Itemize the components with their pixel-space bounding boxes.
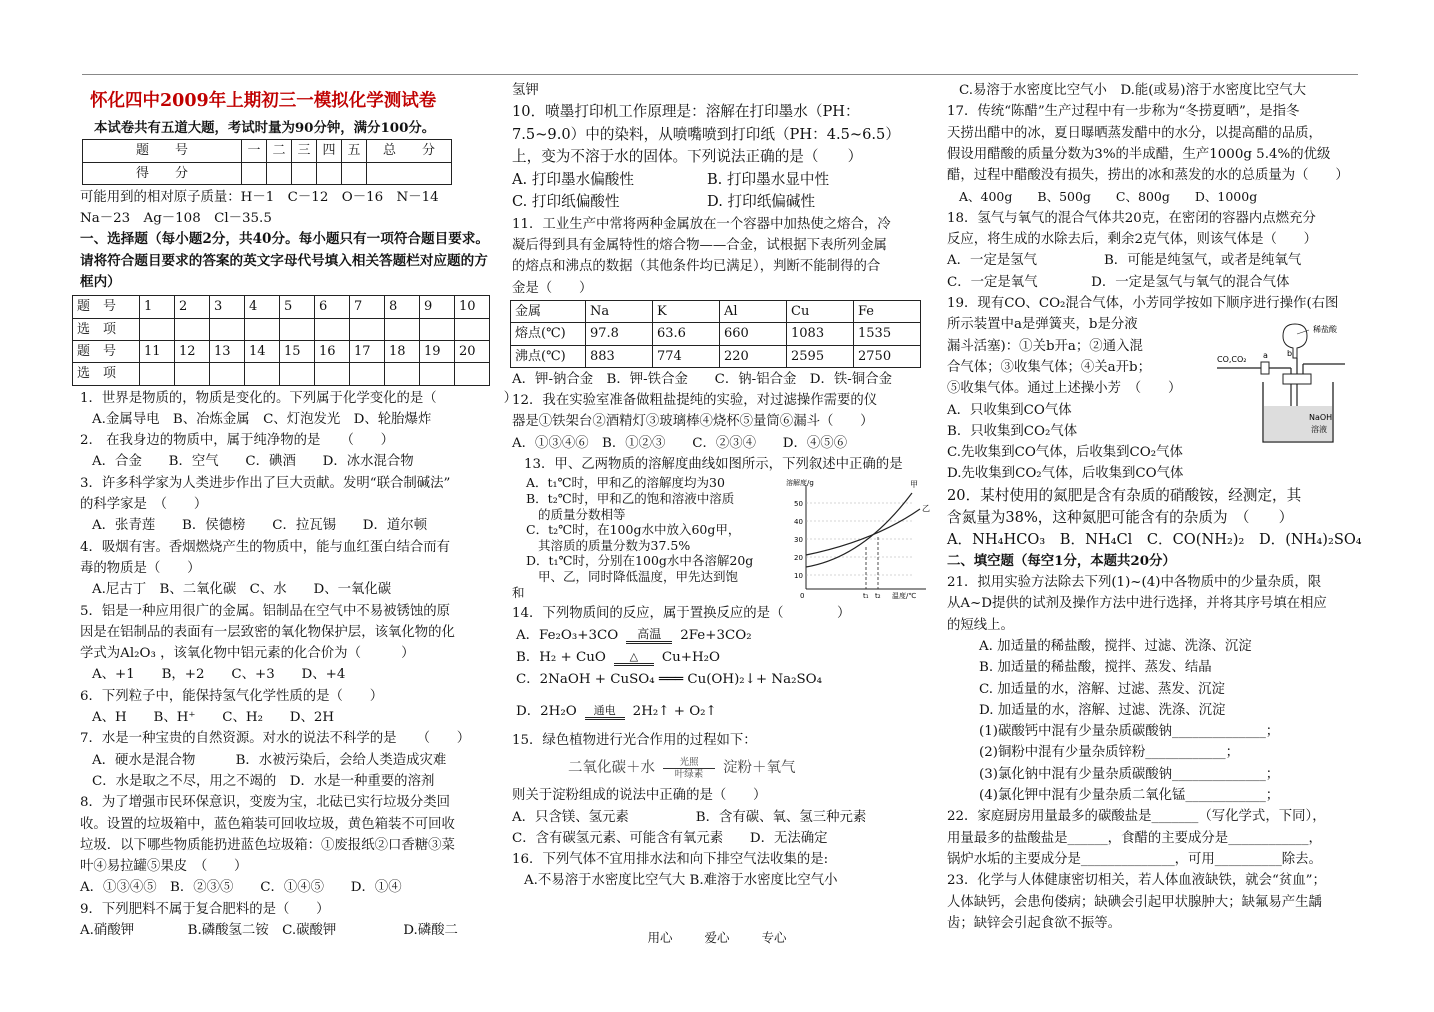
atomic-mass-line: Na－23 Ag－108 Cl－35.5 bbox=[80, 211, 272, 227]
grid-num: 14 bbox=[245, 340, 280, 362]
metal-cell: 883 bbox=[586, 345, 653, 367]
question-line: 8．为了增强市民环保意识，变废为宝，北砝已实行垃圾分类回 bbox=[80, 795, 451, 811]
option-line: D.先收集到CO₂气体，后收集到CO气体 bbox=[947, 466, 1184, 482]
q14-option-b bbox=[512, 647, 930, 669]
solution-fill bbox=[1264, 406, 1332, 441]
option-line: A.硝酸钾 B.磷酸氢二铵 C.碳酸钾 D.磷酸二 bbox=[80, 922, 458, 938]
metal-cell: 774 bbox=[653, 345, 720, 367]
metal-cell: 63.6 bbox=[653, 323, 720, 345]
y-tick: 20 bbox=[794, 554, 803, 563]
question-line: 12．我在实验室准备做粗盐提纯的实验，对过滤操作需要的仪 bbox=[512, 393, 878, 409]
question-line: 17．传统“陈醋”生产过程中有一步称为“冬捞夏晒”，是指冬 bbox=[947, 104, 1300, 120]
question-line: 人体缺钙，会患佝偻病；缺碘会引起甲状腺肿大；缺氟易产生龋 bbox=[947, 894, 1322, 910]
metal-cell: 金属 bbox=[511, 300, 586, 322]
grid-num: 10 bbox=[455, 296, 490, 318]
grid-num: 19 bbox=[420, 340, 455, 362]
metal-cell: 220 bbox=[720, 345, 787, 367]
option-line: A.不易溶于水密度比空气大 B.难溶于水密度比空气小 bbox=[524, 873, 838, 889]
page-title: 怀化四中2009年上期初三一模拟化学测试卷 bbox=[90, 91, 437, 111]
question-line: 9．下列肥料不属于复合肥料的是（ ） bbox=[80, 901, 330, 917]
fill-blank-line[interactable]: (3)氯化钠中混有少量杂质碳酸钠______________； bbox=[979, 766, 1280, 782]
score-input-cell[interactable] bbox=[367, 162, 452, 184]
curve-label: 甲 bbox=[910, 480, 918, 490]
question-line: 假设用醋酸的质量分数为3%的半成醋，生产1000g 5.4%的优级 bbox=[947, 146, 1331, 162]
question-line: 金是（ ） bbox=[512, 280, 593, 296]
grid-num: 6 bbox=[315, 296, 350, 318]
fill-blank-line[interactable]: 用量最多的盐酸盐是______，食醋的主要成分是____________， bbox=[947, 830, 1322, 846]
metal-cell: K bbox=[653, 300, 720, 322]
grid-num: 17 bbox=[350, 340, 385, 362]
answer-box[interactable] bbox=[140, 318, 175, 340]
question-line: 反应，将生成的水除去后，剩余2克气体，则该气体是（ ） bbox=[947, 232, 1318, 248]
x-axis-label: 温度/℃ bbox=[892, 592, 917, 601]
page-footer bbox=[0, 928, 1434, 946]
question-line: 19．现有CO、CO₂混合气体，小芳同学按如下顺序进行操作(右图 bbox=[947, 295, 1339, 311]
option-line: A．张青莲 B．侯德榜 C．拉瓦锡 D．道尔顿 bbox=[92, 518, 428, 534]
products: Cu+H₂O bbox=[661, 650, 720, 665]
footer-word: 专心 bbox=[761, 930, 787, 945]
answer-box[interactable] bbox=[385, 363, 420, 385]
question-line: 7.5~9.0）中的染料，从喷嘴喷到打印纸（PH：4.5~6.5） bbox=[512, 125, 900, 143]
question-line: 14．下列物质间的反应，属于置换反应的是（ ） bbox=[512, 606, 851, 622]
option-line: A．一定是氢气 B．可能是纯氢气，或者是纯氧气 bbox=[947, 253, 1302, 269]
answer-box[interactable] bbox=[210, 318, 245, 340]
metal-cell: 1083 bbox=[787, 323, 854, 345]
answer-box[interactable] bbox=[280, 363, 315, 385]
question-line: 5．铝是一种应用很广的金属。铝制品在空气中不易被锈蚀的原 bbox=[80, 603, 451, 619]
option-line: C．t₂℃时，在100g水中放入60g甲， bbox=[526, 522, 741, 538]
label-gas: CO,CO₂ bbox=[1217, 354, 1247, 364]
x-tick: t₁ bbox=[863, 592, 869, 601]
question-line: 收。设置的垃圾箱中，蓝色箱装可回收垃圾，黄色箱装不可回收 bbox=[80, 816, 455, 832]
metal-cell: 97.8 bbox=[586, 323, 653, 345]
label-solution: 溶液 bbox=[1311, 424, 1327, 434]
column-left bbox=[77, 80, 518, 941]
option-line: 其溶质的质量分数为37.5% bbox=[538, 537, 691, 553]
question-line: 23．化学与人体健康密切相关，若人体血液缺铁，就会“贫血”； bbox=[947, 873, 1326, 889]
answer-box[interactable] bbox=[315, 363, 350, 385]
condition-top: 光照 bbox=[679, 756, 699, 768]
clamp-a-icon bbox=[1261, 362, 1269, 374]
grid-num: 3 bbox=[210, 296, 245, 318]
question-line: 的科学家是 （ ） bbox=[80, 497, 208, 513]
products: 淀粉＋氧气 bbox=[723, 759, 796, 776]
option-line: 和 bbox=[512, 584, 525, 600]
grid-num: 8 bbox=[385, 296, 420, 318]
answer-box[interactable] bbox=[280, 318, 315, 340]
option-line: A．合金 B．空气 C．碘酒 D．冰水混合物 bbox=[92, 454, 414, 470]
metal-cell: Na bbox=[586, 300, 653, 322]
answer-box[interactable] bbox=[245, 363, 280, 385]
y-tick: 40 bbox=[794, 518, 803, 527]
metal-cell: Cu bbox=[787, 300, 854, 322]
option-line: A.金属导电 B、冶炼金属 C、灯泡发光 D、轮胎爆炸 bbox=[92, 411, 432, 427]
fill-blank-line[interactable]: (4)氯化钾中混有少量杂质二氧化锰____________； bbox=[979, 788, 1280, 804]
score-table bbox=[82, 139, 452, 185]
fill-blank-line[interactable]: 锅炉水垢的主要成分是______________，可用__________除去。 bbox=[947, 851, 1322, 867]
metal-cell: 熔点(℃) bbox=[511, 323, 586, 345]
option-line: D. 加适量的水，溶解、过滤、洗涤、沉淀 bbox=[979, 702, 1226, 718]
curve-label: 乙 bbox=[922, 504, 930, 514]
question-line: 氢钾 bbox=[512, 83, 539, 98]
score-cell: 五 bbox=[342, 140, 367, 162]
grid-label: 选 项 bbox=[73, 363, 140, 385]
option-line: C．水是取之不尽，用之不竭的 D．水是一种重要的溶剂 bbox=[92, 773, 435, 789]
question-line: 16．下列气体不宜用排水法和向下排空气法收集的是: bbox=[512, 852, 829, 868]
question-line: 天捞出醋中的冰，夏日曝晒蒸发醋中的水分，以提高醋的品质， bbox=[947, 125, 1322, 141]
header-rule bbox=[82, 74, 1358, 75]
metal-cell: Al bbox=[720, 300, 787, 322]
question-line: 10．喷墨打印机工作原理是：溶解在打印墨水（PH： bbox=[512, 103, 860, 121]
grid-num: 7 bbox=[350, 296, 385, 318]
question-line: 18．氢气与氧气的混合气体共20克，在密闭的容器内点燃充分 bbox=[947, 210, 1316, 226]
score-input-cell[interactable] bbox=[342, 162, 367, 184]
x-tick: t₂ bbox=[875, 592, 881, 601]
option-line: B．只收集到CO₂气体 bbox=[947, 423, 1078, 439]
metal-cell: 1535 bbox=[854, 323, 921, 345]
answer-box[interactable] bbox=[245, 318, 280, 340]
grid-num: 15 bbox=[280, 340, 315, 362]
grid-num: 4 bbox=[245, 296, 280, 318]
option-line: A. 加适量的稀盐酸，搅拌、过滤、洗涤、沉淀 bbox=[979, 638, 1252, 654]
question-line: 漏斗活塞)：①关b开a；②通入混 bbox=[947, 338, 1143, 354]
label-a: a bbox=[1263, 350, 1268, 360]
option-line: A．硬水是混合物 B．水被污染后，会给人类造成灾难 bbox=[92, 752, 447, 768]
question-line: 的短线上。 bbox=[947, 617, 1014, 633]
condition bbox=[663, 757, 715, 780]
reactants: A．Fe₂O₃+3CO bbox=[516, 628, 619, 643]
grid-label: 选 项 bbox=[73, 318, 140, 340]
grid-num: 12 bbox=[175, 340, 210, 362]
option-line: A．NH₄HCO₃ B．NH₄Cl C．CO(NH₂)₂ D．(NH₄)₂SO₄ bbox=[947, 530, 1362, 548]
question-line: 从A~D提供的试剂及操作方法中进行选择，并将其序号填在相应 bbox=[947, 596, 1327, 612]
reactants: D．2H₂O bbox=[516, 704, 577, 720]
answer-box[interactable] bbox=[175, 363, 210, 385]
score-input-cell[interactable] bbox=[267, 162, 292, 184]
option-line: C. 加适量的水，溶解、过滤、蒸发、沉淀 bbox=[979, 681, 1225, 697]
question-line: 含氮量为38%，这种氮肥可能含有的杂质为 （ ） bbox=[947, 508, 1294, 526]
option-line: C.先收集到CO气体，后收集到CO₂气体 bbox=[947, 445, 1183, 461]
option-line: A、400g B、500g C、800g D、1000g bbox=[959, 189, 1258, 205]
score-cell: 二 bbox=[267, 140, 292, 162]
option-line: A．钾-钠合金 B．钾-铁合金 C．钠-铝合金 D．铁-铜合金 bbox=[512, 371, 892, 387]
question-line: 6．下列粒子中，能保持氢气化学性质的是（ ） bbox=[80, 688, 384, 704]
option-line: 的质量分数相等 bbox=[538, 506, 626, 522]
answer-grid bbox=[72, 295, 490, 385]
metal-cell: 2750 bbox=[854, 345, 921, 367]
products: 2Fe+3CO₂ bbox=[680, 628, 752, 643]
label-naoh: NaOH bbox=[1309, 412, 1333, 422]
y-tick: 10 bbox=[794, 572, 803, 581]
label-acid: 稀盐酸 bbox=[1313, 324, 1337, 334]
footer-word: 爱心 bbox=[704, 930, 730, 945]
grid-num: 5 bbox=[280, 296, 315, 318]
question-line: 11．工业生产中常将两种金属放在一个容器中加热使之熔合，冷 bbox=[512, 216, 891, 232]
question-line: 因是在铝制品的表面有一层致密的氧化物保护层，该氧化物的化 bbox=[80, 624, 455, 640]
question-line: 合气体；③收集气体；④关a开b； bbox=[947, 359, 1152, 375]
option-line: A．只收集到CO气体 bbox=[947, 402, 1072, 418]
products: 2H₂↑ + O₂↑ bbox=[632, 704, 717, 720]
q13-block bbox=[512, 475, 930, 603]
y-tick: 30 bbox=[794, 536, 803, 545]
question-line: 所示装置中a是弹簧夹，b是分液 bbox=[947, 317, 1138, 333]
score-input-cell[interactable] bbox=[317, 162, 342, 184]
curve-jia bbox=[806, 493, 912, 567]
option-line: B. 加适量的稀盐酸，搅拌、蒸发、结晶 bbox=[979, 660, 1212, 676]
section-heading: 二、填空题（每空1分，本题共20分） bbox=[947, 552, 1176, 569]
grid-num: 20 bbox=[455, 340, 490, 362]
q14-option-d bbox=[512, 690, 930, 728]
question-line: 15．绿色植物进行光合作用的过程如下： bbox=[512, 732, 757, 748]
reactants: 二氧化碳＋水 bbox=[568, 759, 655, 776]
curve-yi bbox=[806, 509, 920, 555]
score-cell: 题 号 bbox=[83, 140, 242, 162]
label-b: b bbox=[1287, 348, 1293, 358]
option-line: A．①③④⑤ B．②③⑤ C．①④⑤ D．①④ bbox=[80, 880, 402, 896]
metal-cell: 沸点(℃) bbox=[511, 345, 586, 367]
answer-box[interactable] bbox=[455, 318, 490, 340]
question-line: 4．吸烟有害。香烟燃烧产生的物质中，能与血红蛋白结合而有 bbox=[80, 539, 451, 555]
question-line: 凝后得到具有金属特性的熔合物——合金，试根据下表所列金属 bbox=[512, 238, 887, 254]
question-line: ⑤收集气体。通过上述操小芳 （ ） bbox=[947, 381, 1182, 397]
reactants: B．H₂ + CuO bbox=[516, 650, 606, 665]
q14-option-a bbox=[512, 625, 930, 647]
photosynthesis-equation bbox=[512, 751, 930, 785]
option-line: 甲、乙，同时降低温度，甲先达到饱 bbox=[538, 568, 739, 584]
option-line: A．①③④⑥ B．①②③ C．②③④ D．④⑤⑥ bbox=[512, 435, 848, 451]
answer-box[interactable] bbox=[140, 363, 175, 385]
condition-bottom: 叶绿素 bbox=[674, 768, 704, 780]
gas-apparatus-diagram bbox=[1213, 322, 1361, 448]
option-line: A、+1 B，+2 C、+3 D、+4 bbox=[92, 667, 346, 683]
metal-table bbox=[510, 300, 921, 368]
answer-box[interactable] bbox=[350, 363, 385, 385]
column-right bbox=[947, 80, 1362, 934]
score-input-cell[interactable] bbox=[242, 162, 267, 184]
question-line: 则关于淀粉组成的说法中正确的是（ ） bbox=[512, 788, 767, 804]
question-line: 学式为Al₂O₃ ，该氧化物中铝元素的化合价为（ ） bbox=[80, 646, 415, 662]
grid-num: 11 bbox=[140, 340, 175, 362]
score-cell: 一 bbox=[242, 140, 267, 162]
answer-box[interactable] bbox=[175, 318, 210, 340]
option-line: C．含有碳氢元素、可能含有氧元素 D．无法确定 bbox=[512, 830, 828, 846]
arrow-icon bbox=[663, 768, 715, 769]
question-line: 7．水是一种宝贵的自然资源。对水的说法不科学的是 （ ） bbox=[80, 731, 471, 747]
grid-num: 1 bbox=[140, 296, 175, 318]
q13-options bbox=[512, 475, 754, 600]
score-cell: 得 分 bbox=[83, 162, 242, 184]
condition: 高温 bbox=[626, 627, 672, 644]
question-line: 2. 在我身边的物质中，属于纯净物的是 （ ） bbox=[80, 433, 395, 449]
question-line: 13．甲、乙两物质的溶解度曲线如图所示，下列叙述中正确的是 bbox=[524, 457, 903, 473]
question-line: 垃圾．以下哪些物质能扔进蓝色垃圾箱：①废报纸②口香糖③菜 bbox=[80, 837, 455, 853]
question-line: 3．许多科学家为人类进步作出了巨大贡献。发明“联合制碱法” bbox=[80, 475, 451, 491]
question-line: 的熔点和沸点的数据（其他条件均已满足），判断不能制得的合 bbox=[512, 259, 881, 275]
question-line: 器是①铁架台②酒精灯③玻璃棒④烧杯⑤量筒⑥漏斗（ ） bbox=[512, 414, 874, 430]
grid-num: 16 bbox=[315, 340, 350, 362]
fill-blank-line[interactable]: 22．家庭厨房用量最多的碳酸盐是_______（写化学式，下同）， bbox=[947, 809, 1326, 825]
question-line: 1．世界是物质的，物质是变化的。下列属于化学变化的是（ ） bbox=[80, 390, 518, 406]
section-heading: 一、选择题（每小题2分，共40分。每小题只有一项符合题目要求。请将符合题目要求的答案的英文字母代号填入相关答题栏对应题的方框内） bbox=[80, 231, 489, 291]
option-line: A．只含镁、氢元素 B．含有碳、氧、氢三种元素 bbox=[512, 809, 867, 825]
y-axis-label: 溶解度/g bbox=[786, 479, 814, 488]
metal-cell: 2595 bbox=[787, 345, 854, 367]
option-line: C．2NaOH + CuSO₄ ═══ Cu(OH)₂↓+ Na₂SO₄ bbox=[516, 671, 822, 687]
question-line: 毒的物质是（ ） bbox=[80, 560, 201, 576]
grid-num: 18 bbox=[385, 340, 420, 362]
footer-word: 用心 bbox=[647, 930, 673, 945]
gridlines bbox=[806, 503, 914, 575]
option-line: C．一定是氧气 D．一定是氢气与氧气的混合气体 bbox=[947, 274, 1290, 290]
grid-num: 9 bbox=[420, 296, 455, 318]
option-line: A．t₁℃时，甲和乙的溶解度均为30 bbox=[526, 475, 725, 491]
option-line: C.易溶于水密度比空气小 D.能(或易)溶于水密度比空气大 bbox=[959, 83, 1306, 98]
option-line: B．t₂℃时，甲和乙的饱和溶液中溶质 bbox=[526, 490, 735, 506]
option-line: A. 打印墨水偏酸性 B. 打印墨水显中性 bbox=[512, 170, 830, 188]
question-line: 21．拟用实验方法除去下列(1)~(4)中各物质中的少量杂质，限 bbox=[947, 575, 1322, 591]
grid-label: 题 号 bbox=[73, 340, 140, 362]
score-input-cell[interactable] bbox=[292, 162, 317, 184]
question-line: 醋，过程中醋酸没有损失，捞出的冰和蒸发的水的总质量为（ ） bbox=[947, 168, 1349, 184]
score-cell: 总 分 bbox=[367, 140, 452, 162]
answer-box[interactable] bbox=[420, 318, 455, 340]
y-tick: 50 bbox=[794, 500, 803, 509]
exam-intro: 本试卷共有五道大题，考试时量为90分钟，满分100分。 bbox=[94, 120, 436, 136]
question-line: 叶④易拉罐⑤果皮 （ ） bbox=[80, 859, 248, 875]
answer-box[interactable] bbox=[350, 318, 385, 340]
grid-num: 13 bbox=[210, 340, 245, 362]
option-line: D．t₁℃时，分别在100g水中各溶解20g bbox=[526, 553, 754, 569]
question-line: 齿；缺锌会引起食欲不振等。 bbox=[947, 915, 1122, 931]
atomic-mass-line: 可能用到的相对原子质量：H－1 C－12 O－16 N－14 bbox=[80, 189, 439, 205]
question-line: 20．某村使用的氮肥是含有杂质的硝酸铵，经测定，其 bbox=[947, 486, 1302, 504]
answer-box[interactable] bbox=[210, 363, 245, 385]
option-line: C. 打印纸偏酸性 D. 打印纸偏碱性 bbox=[512, 193, 816, 211]
solubility-graph bbox=[784, 471, 934, 601]
fill-blank-line[interactable]: (1)碳酸钙中混有少量杂质碳酸钠______________； bbox=[979, 724, 1280, 740]
metal-cell: 660 bbox=[720, 323, 787, 345]
grid-num: 2 bbox=[175, 296, 210, 318]
condition: 通电 bbox=[585, 704, 625, 720]
column-middle bbox=[512, 80, 930, 892]
option-line: A.尼古丁 B、二氧化碳 C、水 D、一氧化碳 bbox=[92, 582, 392, 598]
question-line: 上，变为不溶于水的固体。下列说法正确的是（ ） bbox=[512, 148, 863, 166]
score-cell: 四 bbox=[317, 140, 342, 162]
fill-blank-line[interactable]: (2)铜粉中混有少量杂质锌粉____________； bbox=[979, 745, 1239, 761]
x-tick: 0 bbox=[800, 592, 805, 601]
metal-cell: Fe bbox=[854, 300, 921, 322]
answer-box[interactable] bbox=[385, 318, 420, 340]
stopper-icon bbox=[1283, 374, 1311, 384]
option-line: A、H B、H⁺ C、H₂ D、2H bbox=[92, 710, 335, 726]
answer-box[interactable] bbox=[455, 363, 490, 385]
answer-box[interactable] bbox=[420, 363, 455, 385]
grid-label: 题 号 bbox=[73, 296, 140, 318]
score-cell: 三 bbox=[292, 140, 317, 162]
condition: △ bbox=[614, 650, 654, 666]
answer-box[interactable] bbox=[315, 318, 350, 340]
